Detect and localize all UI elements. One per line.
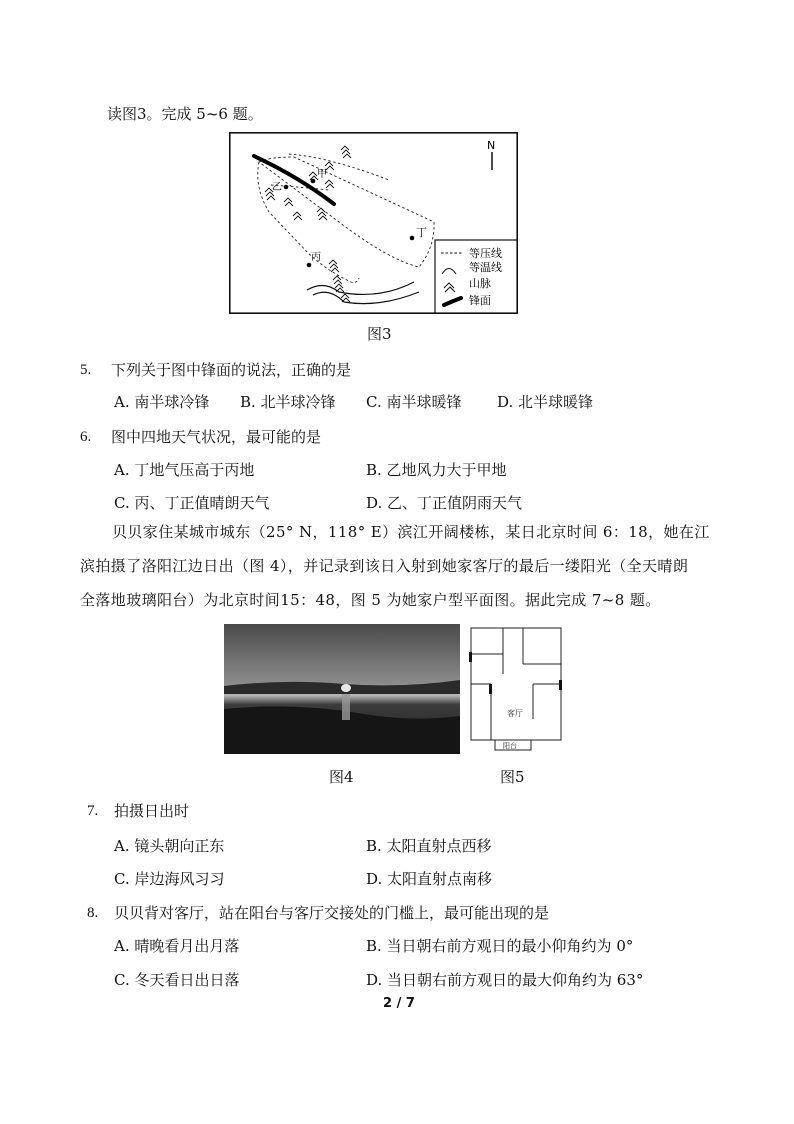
figure-5-floorplan <box>463 624 569 752</box>
q8-stem: 贝贝背对客厅，站在阳台与客厅交接处的门槛上，最可能出现的是 <box>114 904 550 922</box>
legend-mountain: 山脉 <box>469 277 491 290</box>
intro-fig3: 读图3。完成 5~6 题。 <box>107 105 263 123</box>
label-ding: 丁 <box>416 226 427 239</box>
room-living-label: 客厅 <box>507 709 523 718</box>
q6-stem: 图中四地天气状况，最可能的是 <box>111 428 322 446</box>
point-yi <box>284 185 289 190</box>
q8-option-b[interactable]: B. 当日朝右前方观日的最小仰角约为 0° <box>366 937 634 955</box>
q6-option-c[interactable]: C. 丙、丁正值晴朗天气 <box>114 494 270 512</box>
figure-3 <box>229 132 518 314</box>
point-bing <box>307 263 312 268</box>
q5-option-a[interactable]: A. 南半球冷锋 <box>114 393 210 411</box>
page-number: 2 / 7 <box>383 996 415 1011</box>
point-jia <box>311 179 316 184</box>
legend-front: 锋面 <box>469 294 491 307</box>
q6-option-d[interactable]: D. 乙、丁正值阴雨天气 <box>366 494 523 512</box>
north-label: N <box>487 139 496 152</box>
q8-option-a[interactable]: A. 晴晚看月出月落 <box>114 937 240 955</box>
point-ding <box>410 236 415 241</box>
q7-option-b[interactable]: B. 太阳直射点西移 <box>366 837 492 855</box>
figure-4-photo <box>224 624 460 754</box>
passage-line-1: 贝贝家住某城市城东（25° N，118° E）滨江开阔楼栋，某日北京时间 6：18，她在江 <box>112 523 710 541</box>
figure-3-map <box>229 132 518 314</box>
q6-number: 6. <box>80 429 92 445</box>
figure-5-caption: 图5 <box>500 768 525 786</box>
q7-option-c[interactable]: C. 岸边海风习习 <box>114 870 225 888</box>
q7-number: 7. <box>87 803 99 819</box>
figure-3-caption: 图3 <box>367 325 392 343</box>
legend-isobar: 等压线 <box>469 247 502 260</box>
label-bing: 丙 <box>311 252 321 263</box>
figure-4-caption: 图4 <box>329 768 354 786</box>
passage-line-3: 全落地玻璃阳台）为北京时间15：48，图 5 为她家户型平面图。据此完成 7~8 题。 <box>80 591 661 609</box>
q5-stem: 下列关于图中锋面的说法，正确的是 <box>111 361 352 379</box>
room-balcony-label: 阳台 <box>503 742 517 750</box>
front-line <box>254 156 334 204</box>
label-jia: 甲 <box>317 169 327 180</box>
q8-number: 8. <box>87 905 99 921</box>
q8-option-d[interactable]: D. 当日朝右前方观日的最大仰角约为 63° <box>366 971 644 989</box>
legend-isotherm: 等温线 <box>469 261 502 274</box>
q6-option-b[interactable]: B. 乙地风力大于甲地 <box>366 461 507 479</box>
sunrise-photo <box>224 624 460 754</box>
isotherms <box>307 282 419 304</box>
q5-option-c[interactable]: C. 南半球暖锋 <box>366 393 462 411</box>
passage-line-2: 滨拍摄了洛阳江边日出（图 4），并记录到该日入射到她家客厅的最后一缕阳光（全天晴朗 <box>80 557 689 575</box>
q7-stem: 拍摄日出时 <box>114 802 190 820</box>
q5-option-d[interactable]: D. 北半球暖锋 <box>497 393 594 411</box>
q5-option-b[interactable]: B. 北半球冷锋 <box>240 393 336 411</box>
q6-option-a[interactable]: A. 丁地气压高于丙地 <box>114 461 255 479</box>
floorplan-drawing <box>463 624 569 752</box>
q8-option-c[interactable]: C. 冬天看日出日落 <box>114 971 240 989</box>
label-yi: 乙 <box>272 182 282 193</box>
q7-option-a[interactable]: A. 镜头朝向正东 <box>114 837 225 855</box>
q5-number: 5. <box>80 362 92 378</box>
q7-option-d[interactable]: D. 太阳直射点南移 <box>366 870 493 888</box>
